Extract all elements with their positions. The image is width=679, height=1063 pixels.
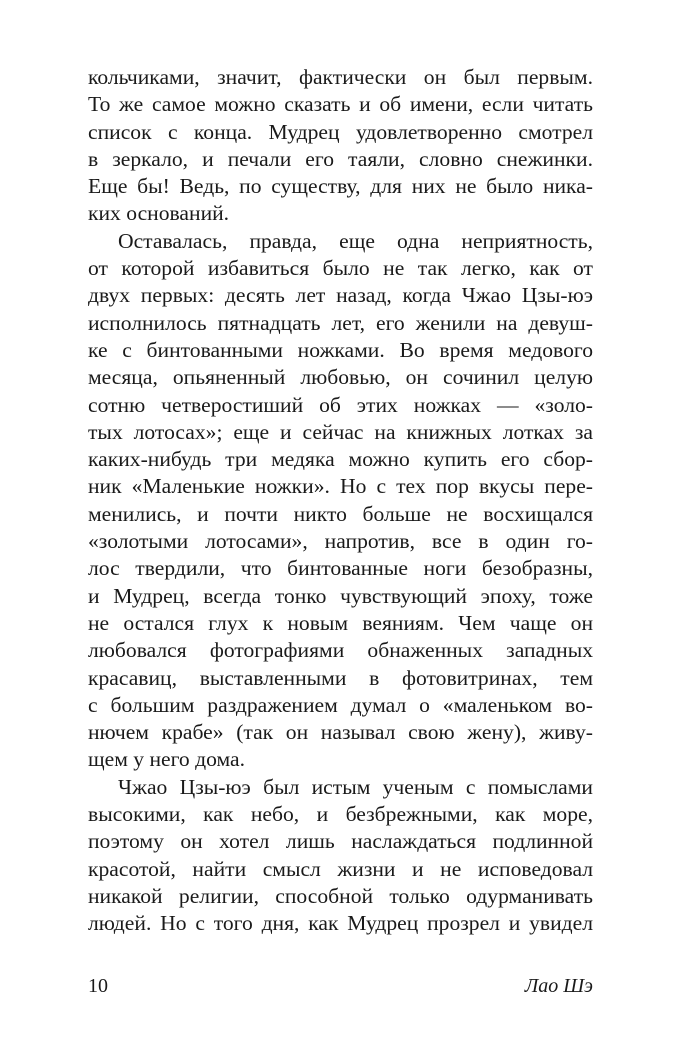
text-line: и Мудрец, всегда тонко чувствующий эпоху, тоже: [88, 583, 593, 608]
text-line: тых лотосах»; еще и сейчас на книжных лотках за: [88, 419, 593, 444]
text-line: исполнилось пятнадцать лет, его женили на девуш-: [88, 310, 593, 335]
text-line: красавиц, выставленными в фотовитринах, тем: [88, 665, 593, 690]
text-line: каких-нибудь три медяка можно купить его сбор-: [88, 447, 593, 472]
text-line: красотой, найти смысл жизни и не исповедовал: [88, 856, 593, 881]
text-line: ке с бинтованными ножками. Во время медового: [88, 337, 593, 362]
body-text: [88, 64, 593, 938]
text-line: сотню четверостиший об этих ножках — «золо-: [88, 392, 593, 417]
text-line: лос твердили, что бинтованные ноги безобразны,: [88, 556, 593, 581]
text-line: Еще бы! Ведь, по существу, для них не было ника-: [88, 174, 593, 199]
page-footer: [88, 975, 593, 1005]
text-line: «золотыми лотосами», напротив, все в один го-: [88, 529, 593, 554]
paragraph-start-line: Чжао Цзы-юэ был истым ученым с помыслами: [118, 774, 593, 799]
text-line: ких оснований.: [88, 201, 230, 226]
text-line: от которой избавиться было не так легко, как от: [88, 256, 593, 281]
text-line: менились, и почти никто больше не восхищался: [88, 501, 593, 526]
text-line: в зеркало, и печали его таяли, словно снежинки.: [88, 146, 593, 171]
text-line: кольчиками, значит, фактически он был первым.: [88, 65, 593, 89]
running-author: Лао Шэ: [524, 975, 593, 997]
text-line: высокими, как небо, и безбрежными, как море,: [88, 802, 593, 827]
text-line: ник «Маленькие ножки». Но с тех пор вкусы пере-: [88, 474, 593, 499]
text-line: людей. Но с того дня, как Мудрец прозрел и увидел: [88, 911, 593, 936]
text-line: с большим раздражением думал о «маленьком во-: [88, 692, 593, 717]
page-number: 10: [88, 975, 108, 997]
text-line: То же самое можно сказать и об имени, если читать: [88, 92, 593, 117]
text-line: щем у него дома.: [88, 747, 245, 772]
text-line: поэтому он хотел лишь наслаждаться подлинной: [88, 829, 593, 854]
text-line: нючем крабе» (так он называл свою жену), живу-: [88, 720, 593, 745]
text-line: любовался фотографиями обнаженных западных: [88, 638, 593, 663]
text-line: месяца, опьяненный любовью, он сочинил целую: [88, 365, 593, 390]
paragraph-start-line: Оставалась, правда, еще одна неприятность,: [118, 228, 593, 253]
text-line: список с конца. Мудрец удовлетворенно смотрел: [88, 119, 593, 144]
text-line: двух первых: десять лет назад, когда Чжао Цзы-юэ: [88, 283, 593, 308]
text-line: не остался глух к новым веяниям. Чем чаще он: [88, 610, 593, 635]
text-line: никакой религии, способной только одурманивать: [88, 883, 593, 908]
